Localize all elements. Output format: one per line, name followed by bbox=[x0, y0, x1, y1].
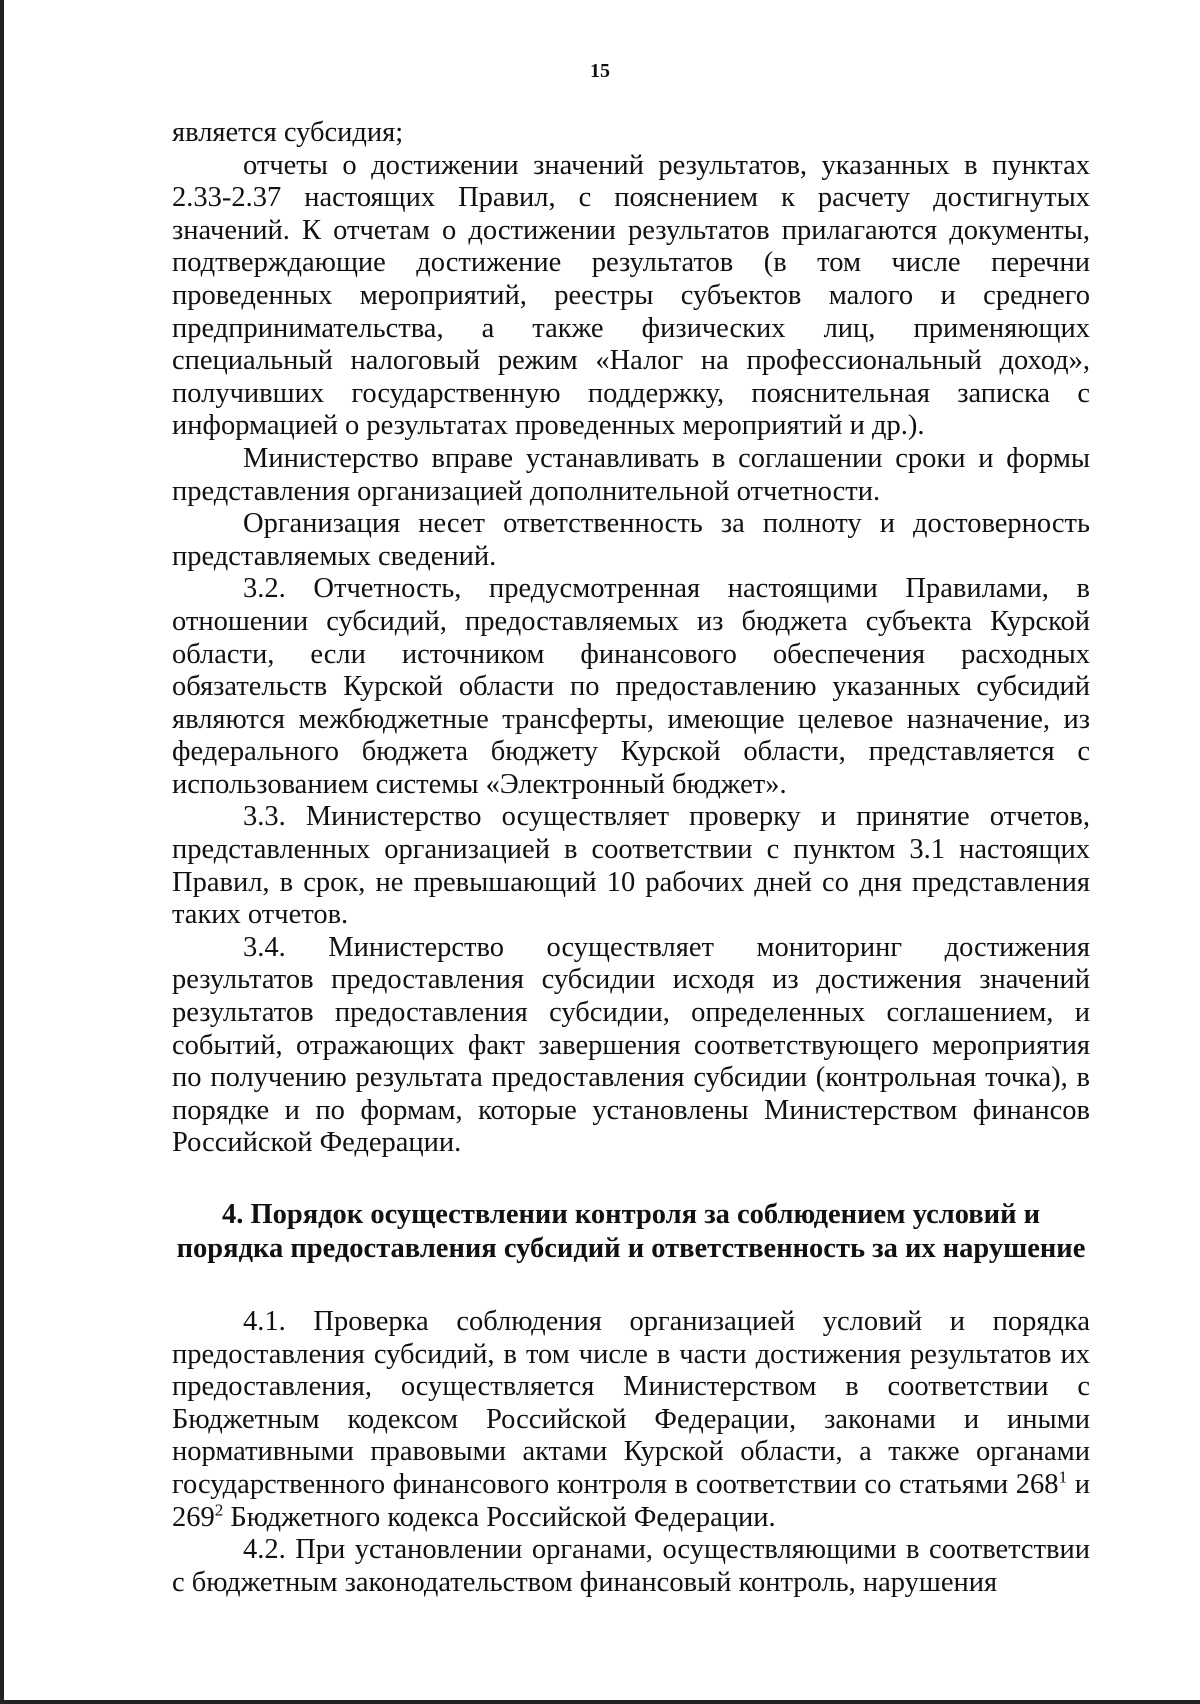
paragraph-3-2: 3.2. Отчетность, предусмотренная настоящими Правилами, в отношении субсидий, предоставляемых из бюджета субъекта Курской области, если источником финансового обеспечения расходных обязательств Курской области по предоставлению указанных субсидий являются межбюджетные трансферты, имеющие целевое назначение, из федерального бюджета бюджету Курской области, представляется с использованием системы «Электронный бюджет». bbox=[172, 573, 1090, 800]
paragraph-3-4: 3.4. Министерство осуществляет мониторинг достижения результатов предоставления субсидии исходя из достижения значений результатов предоставления субсидии, определенных соглашением, и событий, отражающих факт завершения соответствующего мероприятия по получению результата предоставления субсидии (контрольная точка), в порядке и по формам, которые установлены Министерством финансов Российской Федерации. bbox=[172, 931, 1090, 1159]
paragraph-4-2: 4.2. При установлении органами, осуществляющими в соответствии с бюджетным законодательством финансовый контроль, нарушения bbox=[172, 1534, 1090, 1598]
paragraph: является субсидия; bbox=[172, 117, 404, 148]
paragraph-4-1 bbox=[172, 1306, 1090, 1534]
scan-bottom-edge bbox=[0, 1700, 1200, 1704]
section-heading-line-2: порядка предоставления субсидий и ответственность за их нарушение bbox=[176, 1233, 1086, 1264]
paragraph-4-1-text-2: и 269 bbox=[172, 1468, 1090, 1533]
paragraph: Организация несет ответственность за полноту и достоверность представляемых сведений. bbox=[172, 508, 1090, 572]
page-number: 15 bbox=[590, 60, 610, 82]
section-heading-line-1: 4. Порядок осуществлении контроля за соблюдением условий и bbox=[221, 1199, 1041, 1230]
section-heading bbox=[172, 1198, 1090, 1266]
superscript-1: 1 bbox=[1058, 1467, 1068, 1487]
document-body bbox=[172, 117, 1090, 1599]
paragraph: отчеты о достижении значений результатов, указанных в пунктах 2.33-2.37 настоящих Правил, с пояснением к расчету достигнутых значений. К отчетам о достижении результатов прилагаются документы, подтверждающие достижение результатов (в том числе перечни проведенных мероприятий, реестры субъектов малого и среднего предпринимательства, а также физических лиц, применяющих специальный налоговый режим «Налог на профессиональный доход», получивших государственную поддержку, пояснительная записка с информацией о результатах проведенных мероприятий и др.). bbox=[172, 149, 1090, 442]
paragraph-4-1-text-1: 4.1. Проверка соблюдения организацией условий и порядка предоставления субсидий, в том числе в части достижения результатов их предоставления, осуществляется Министерством в соответствии с Бюджетным кодексом Российской Федерации, законами и иными нормативными правовыми актами Курской области, а также органами государственного финансового контроля в соответствии со статьями 268 bbox=[172, 1306, 1090, 1500]
paragraph-4-1-text-3: Бюджетного кодекса Российской Федерации. bbox=[223, 1501, 776, 1533]
scan-left-edge bbox=[0, 0, 4, 1704]
paragraph-3-3: 3.3. Министерство осуществляет проверку и принятие отчетов, представленных организацией в соответствии с пунктом 3.1 настоящих Правил, в срок, не превышающий 10 рабочих дней со дня представления таких отчетов. bbox=[172, 801, 1090, 931]
superscript-2: 2 bbox=[214, 1500, 224, 1520]
paragraph: Министерство вправе устанавливать в соглашении сроки и формы представления организацией дополнительной отчетности. bbox=[172, 442, 1090, 507]
